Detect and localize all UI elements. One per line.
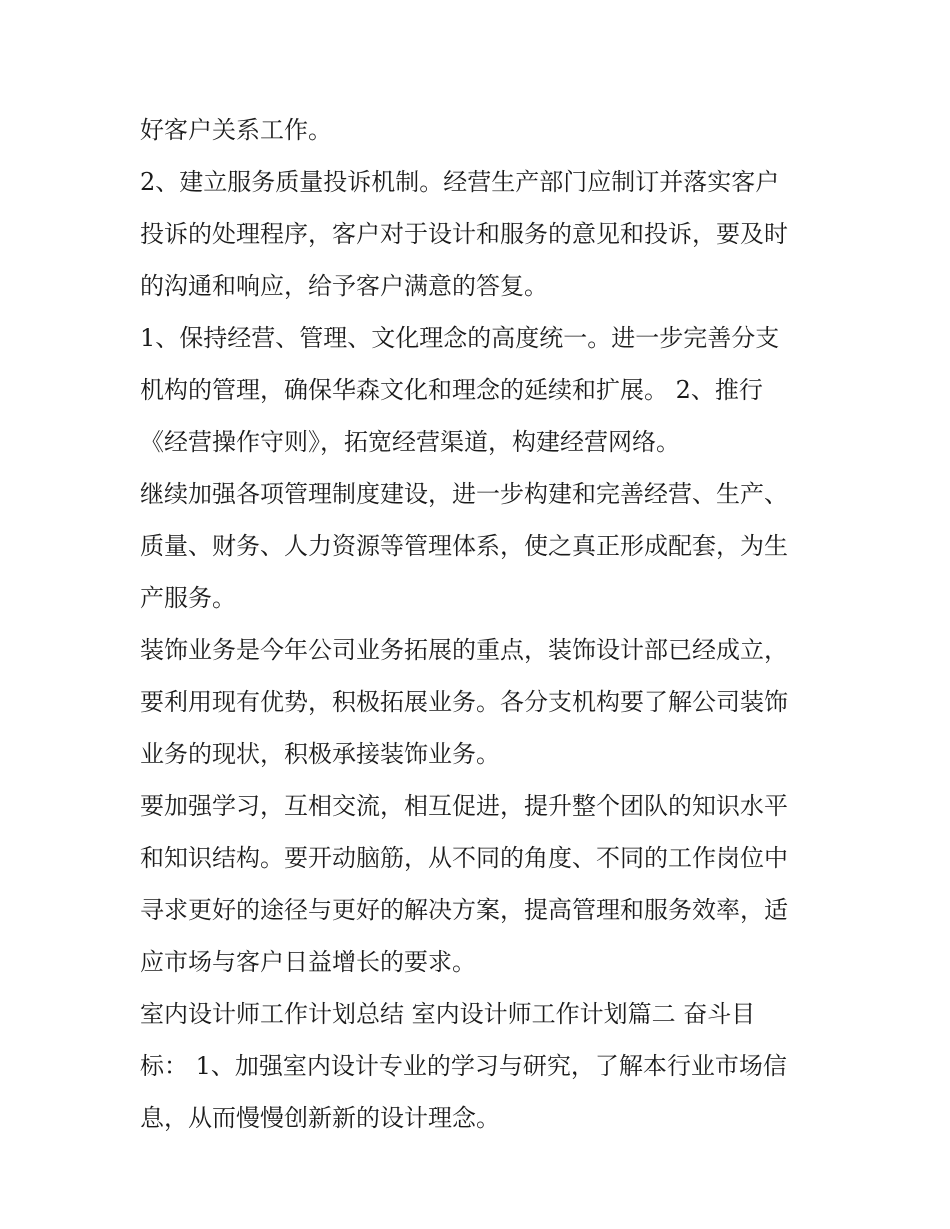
text-line: 和知识结构。要开动脑筋，从不同的角度、不同的工作岗位中 [140, 844, 788, 872]
text-line: 产服务。 [140, 584, 236, 612]
text-line: 要加强学习，互相交流，相互促进，提升整个团队的知识水平 [140, 792, 788, 820]
text-line: 装饰业务是今年公司业务拓展的重点，装饰设计部已经成立， [140, 636, 788, 664]
text-line: 《经营操作守则》，拓宽经营渠道，构建经营网络。 [140, 428, 680, 456]
text-line: 继续加强各项管理制度建设，进一步构建和完善经营、生产、 [140, 480, 788, 508]
text-line: 好客户关系工作。 [140, 116, 332, 144]
text-line: 机构的管理，确保华森文化和理念的延续和扩展。 2、推行 [140, 376, 763, 404]
text-line: 的沟通和响应，给予客户满意的答复。 [140, 272, 548, 300]
text-line: 业务的现状，积极承接装饰业务。 [140, 740, 500, 768]
text-line: 投诉的处理程序，客户对于设计和服务的意见和投诉，要及时 [140, 220, 788, 248]
text-line: 标： 1、加强室内设计专业的学习与研究，了解本行业市场信 [140, 1052, 787, 1080]
text-line: 寻求更好的途径与更好的解决方案，提高管理和服务效率，适 [140, 896, 788, 924]
text-line: 1、保持经营、管理、文化理念的高度统一。进一步完善分支 [140, 324, 780, 352]
text-line: 质量、财务、人力资源等管理体系，使之真正形成配套，为生 [140, 532, 788, 560]
text-line: 应市场与客户日益增长的要求。 [140, 948, 476, 976]
text-line: 要利用现有优势，积极拓展业务。各分支机构要了解公司装饰 [140, 688, 788, 716]
text-line: 室内设计师工作计划总结 室内设计师工作计划篇二 奋斗目 [140, 1000, 756, 1028]
document-body [140, 104, 820, 1144]
text-line: 息，从而慢慢创新新的设计理念。 [140, 1104, 500, 1132]
text-line: 2、建立服务质量投诉机制。经营生产部门应制订并落实客户 [140, 168, 780, 196]
